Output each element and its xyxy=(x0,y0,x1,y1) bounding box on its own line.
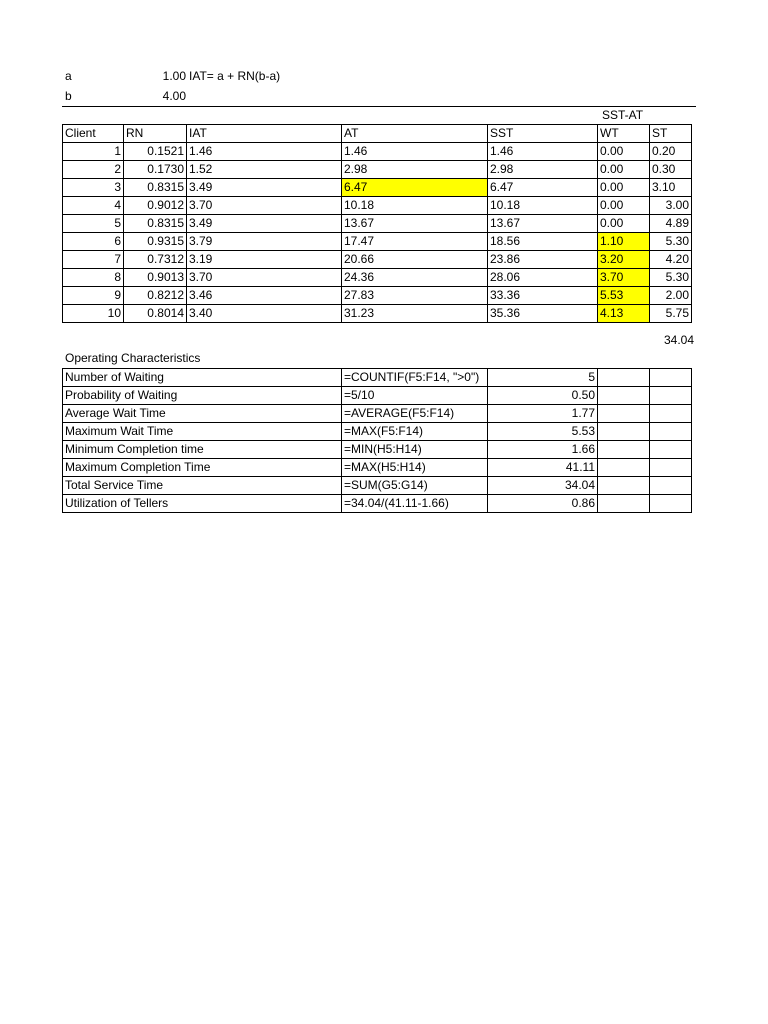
ops-label: Probability of Waiting xyxy=(63,387,342,405)
cell-wt: 4.13 xyxy=(598,305,650,323)
cell-iat: 3.49 xyxy=(187,179,342,197)
cell-st: 4.89 xyxy=(650,215,692,233)
ops-value: 5.53 xyxy=(488,423,598,441)
cell-sst: 13.67 xyxy=(488,215,598,233)
cell-rn: 0.1521 xyxy=(124,143,187,161)
cell-sst: 18.56 xyxy=(488,233,598,251)
cell-st: 5.75 xyxy=(650,305,692,323)
ops-row xyxy=(63,459,692,477)
cell-sst: 23.86 xyxy=(488,251,598,269)
cell-client: 9 xyxy=(63,287,124,305)
param-formula: IAT= a + RN(b-a) xyxy=(189,69,281,83)
ops-label: Maximum Wait Time xyxy=(63,423,342,441)
header-sst: SST xyxy=(488,125,598,143)
cell-sst: 35.36 xyxy=(488,305,598,323)
cell-at: 27.83 xyxy=(342,287,488,305)
cell-client: 6 xyxy=(63,233,124,251)
cell-at: 31.23 xyxy=(342,305,488,323)
simulation-body xyxy=(63,143,692,323)
ops-title: Operating Characteristics xyxy=(65,351,201,365)
simulation-row xyxy=(63,269,692,287)
cell-client: 4 xyxy=(63,197,124,215)
ops-empty-cell xyxy=(598,423,650,441)
ops-label: Number of Waiting xyxy=(63,369,342,387)
ops-value: 5 xyxy=(488,369,598,387)
cell-iat: 3.70 xyxy=(187,197,342,215)
ops-value: 1.66 xyxy=(488,441,598,459)
cell-iat: 3.79 xyxy=(187,233,342,251)
header-st: ST xyxy=(650,125,692,143)
cell-wt: 0.00 xyxy=(598,197,650,215)
ops-row xyxy=(63,495,692,513)
cell-rn: 0.1730 xyxy=(124,161,187,179)
cell-at: 2.98 xyxy=(342,161,488,179)
cell-client: 1 xyxy=(63,143,124,161)
param-a-label: a xyxy=(65,69,72,83)
ops-empty-cell xyxy=(650,423,692,441)
wt-formula-label: SST-AT xyxy=(602,108,644,122)
cell-wt: 0.00 xyxy=(598,179,650,197)
cell-sst: 2.98 xyxy=(488,161,598,179)
cell-rn: 0.9013 xyxy=(124,269,187,287)
ops-row xyxy=(63,405,692,423)
ops-value: 34.04 xyxy=(488,477,598,495)
cell-wt: 0.00 xyxy=(598,161,650,179)
ops-row xyxy=(63,423,692,441)
cell-sst: 10.18 xyxy=(488,197,598,215)
ops-value: 1.77 xyxy=(488,405,598,423)
cell-client: 3 xyxy=(63,179,124,197)
simulation-row xyxy=(63,251,692,269)
cell-st: 2.00 xyxy=(650,287,692,305)
cell-st: 0.30 xyxy=(650,161,692,179)
ops-row xyxy=(63,477,692,495)
ops-empty-cell xyxy=(650,477,692,495)
param-b-label: b xyxy=(65,89,72,103)
cell-client: 2 xyxy=(63,161,124,179)
cell-client: 8 xyxy=(63,269,124,287)
ops-formula: =MAX(F5:F14) xyxy=(342,423,488,441)
simulation-row xyxy=(63,287,692,305)
cell-wt: 3.70 xyxy=(598,269,650,287)
cell-rn: 0.8014 xyxy=(124,305,187,323)
cell-client: 10 xyxy=(63,305,124,323)
cell-wt: 5.53 xyxy=(598,287,650,305)
ops-empty-cell xyxy=(598,405,650,423)
header-wt: WT xyxy=(598,125,650,143)
ops-empty-cell xyxy=(650,405,692,423)
header-at: AT xyxy=(342,125,488,143)
ops-value: 41.11 xyxy=(488,459,598,477)
cell-iat: 3.40 xyxy=(187,305,342,323)
cell-at: 20.66 xyxy=(342,251,488,269)
cell-client: 5 xyxy=(63,215,124,233)
cell-at: 13.67 xyxy=(342,215,488,233)
cell-st: 0.20 xyxy=(650,143,692,161)
divider-line xyxy=(62,106,696,107)
ops-empty-cell xyxy=(650,369,692,387)
cell-sst: 28.06 xyxy=(488,269,598,287)
ops-empty-cell xyxy=(598,369,650,387)
ops-empty-cell xyxy=(598,441,650,459)
simulation-row xyxy=(63,197,692,215)
ops-formula: =34.04/(41.11-1.66) xyxy=(342,495,488,513)
cell-wt: 3.20 xyxy=(598,251,650,269)
ops-value: 0.86 xyxy=(488,495,598,513)
ops-empty-cell xyxy=(598,387,650,405)
cell-rn: 0.8315 xyxy=(124,215,187,233)
ops-label: Minimum Completion time xyxy=(63,441,342,459)
simulation-row xyxy=(63,143,692,161)
cell-wt: 1.10 xyxy=(598,233,650,251)
cell-at: 17.47 xyxy=(342,233,488,251)
ops-empty-cell xyxy=(598,495,650,513)
header-iat: IAT xyxy=(187,125,342,143)
ops-empty-cell xyxy=(650,459,692,477)
ops-formula: =MAX(H5:H14) xyxy=(342,459,488,477)
ops-label: Maximum Completion Time xyxy=(63,459,342,477)
cell-iat: 3.46 xyxy=(187,287,342,305)
simulation-row xyxy=(63,179,692,197)
cell-iat: 3.49 xyxy=(187,215,342,233)
cell-wt: 0.00 xyxy=(598,215,650,233)
cell-at: 10.18 xyxy=(342,197,488,215)
st-total: 34.04 xyxy=(663,333,694,347)
cell-rn: 0.9315 xyxy=(124,233,187,251)
ops-formula: =COUNTIF(F5:F14, ">0") xyxy=(342,369,488,387)
ops-empty-cell xyxy=(598,459,650,477)
ops-formula: =MIN(H5:H14) xyxy=(342,441,488,459)
ops-formula: =AVERAGE(F5:F14) xyxy=(342,405,488,423)
simulation-table xyxy=(62,124,692,323)
ops-label: Utilization of Tellers xyxy=(63,495,342,513)
ops-empty-cell xyxy=(598,477,650,495)
ops-formula: =5/10 xyxy=(342,387,488,405)
operating-characteristics-table xyxy=(62,368,692,513)
ops-row xyxy=(63,387,692,405)
ops-body xyxy=(63,369,692,513)
ops-empty-cell xyxy=(650,387,692,405)
ops-empty-cell xyxy=(650,441,692,459)
cell-st: 4.20 xyxy=(650,251,692,269)
cell-sst: 33.36 xyxy=(488,287,598,305)
cell-rn: 0.8212 xyxy=(124,287,187,305)
cell-rn: 0.8315 xyxy=(124,179,187,197)
header-client: Client xyxy=(63,125,124,143)
cell-client: 7 xyxy=(63,251,124,269)
cell-at: 1.46 xyxy=(342,143,488,161)
cell-iat: 1.52 xyxy=(187,161,342,179)
ops-formula: =SUM(G5:G14) xyxy=(342,477,488,495)
ops-row xyxy=(63,441,692,459)
ops-value: 0.50 xyxy=(488,387,598,405)
cell-st: 3.10 xyxy=(650,179,692,197)
cell-sst: 6.47 xyxy=(488,179,598,197)
cell-iat: 3.19 xyxy=(187,251,342,269)
ops-row xyxy=(63,369,692,387)
simulation-row xyxy=(63,215,692,233)
param-b-value: 4.00 xyxy=(162,89,186,103)
cell-iat: 3.70 xyxy=(187,269,342,287)
cell-wt: 0.00 xyxy=(598,143,650,161)
cell-st: 5.30 xyxy=(650,269,692,287)
cell-st: 3.00 xyxy=(650,197,692,215)
cell-at: 24.36 xyxy=(342,269,488,287)
ops-empty-cell xyxy=(650,495,692,513)
header-rn: RN xyxy=(124,125,187,143)
simulation-row xyxy=(63,305,692,323)
param-a-value: 1.00 xyxy=(162,69,186,83)
simulation-row xyxy=(63,161,692,179)
cell-rn: 0.9012 xyxy=(124,197,187,215)
cell-at: 6.47 xyxy=(342,179,488,197)
simulation-row xyxy=(63,233,692,251)
cell-iat: 1.46 xyxy=(187,143,342,161)
ops-label: Average Wait Time xyxy=(63,405,342,423)
cell-st: 5.30 xyxy=(650,233,692,251)
cell-sst: 1.46 xyxy=(488,143,598,161)
cell-rn: 0.7312 xyxy=(124,251,187,269)
ops-label: Total Service Time xyxy=(63,477,342,495)
simulation-header-row xyxy=(63,125,692,143)
